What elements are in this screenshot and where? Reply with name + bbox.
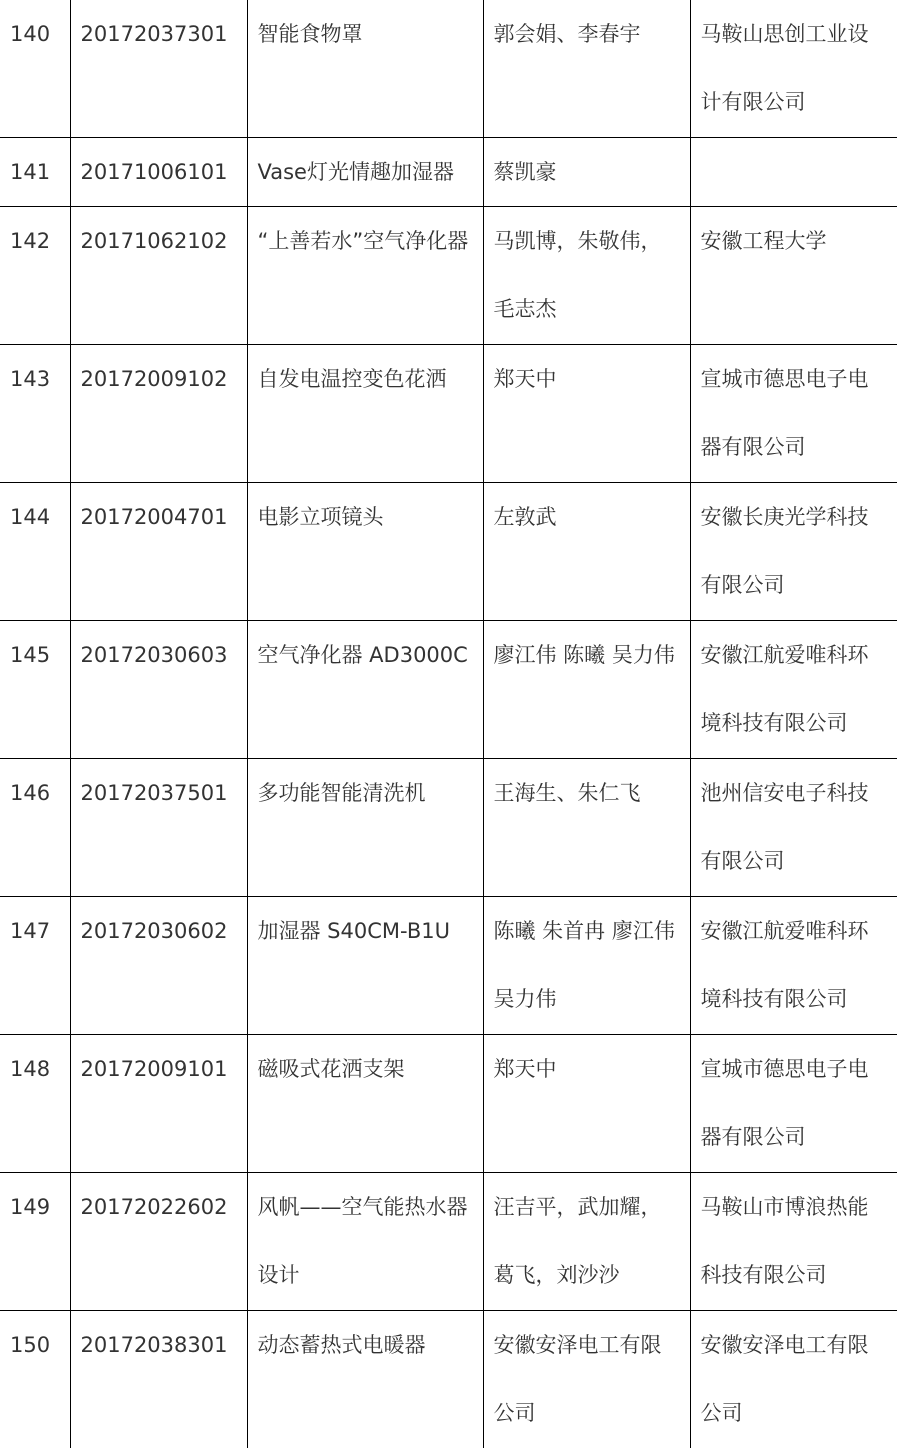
company: 安徽工程大学	[690, 207, 897, 345]
table-row	[0, 897, 897, 1035]
product-name: “上善若水”空气净化器	[247, 207, 483, 345]
company: 安徽安泽电工有限公司	[690, 1311, 897, 1448]
company: 宣城市德思电子电器有限公司	[690, 345, 897, 483]
designers: 蔡凯豪	[483, 138, 690, 207]
entry-id: 20172037301	[70, 0, 247, 138]
designers: 郭会娟、李春宇	[483, 0, 690, 138]
product-name: 空气净化器 AD3000C	[247, 621, 483, 759]
product-name: 智能食物罩	[247, 0, 483, 138]
entry-id: 20172037501	[70, 759, 247, 897]
entry-id: 20172038301	[70, 1311, 247, 1448]
row-number: 140	[0, 0, 70, 138]
product-name: Vase灯光情趣加湿器	[247, 138, 483, 207]
table-row	[0, 1035, 897, 1173]
entry-id: 20172009102	[70, 345, 247, 483]
designers: 郑天中	[483, 345, 690, 483]
product-name: 电影立项镜头	[247, 483, 483, 621]
entry-id: 20172030603	[70, 621, 247, 759]
row-number: 143	[0, 345, 70, 483]
product-name: 风帆——空气能热水器设计	[247, 1173, 483, 1311]
product-name: 磁吸式花洒支架	[247, 1035, 483, 1173]
designers: 左敦武	[483, 483, 690, 621]
product-name: 多功能智能清洗机	[247, 759, 483, 897]
company: 马鞍山市博浪热能科技有限公司	[690, 1173, 897, 1311]
company: 安徽江航爱唯科环境科技有限公司	[690, 897, 897, 1035]
table-row	[0, 138, 897, 207]
product-name: 加湿器 S40CM-B1U	[247, 897, 483, 1035]
company	[690, 138, 897, 207]
designers: 汪吉平，武加耀，葛飞，刘沙沙	[483, 1173, 690, 1311]
entry-id: 20172022602	[70, 1173, 247, 1311]
row-number: 146	[0, 759, 70, 897]
designers: 安徽安泽电工有限公司	[483, 1311, 690, 1448]
company: 安徽江航爱唯科环境科技有限公司	[690, 621, 897, 759]
entry-id: 20172004701	[70, 483, 247, 621]
table-row	[0, 621, 897, 759]
designers: 陈曦 朱首冉 廖江伟吴力伟	[483, 897, 690, 1035]
table-row	[0, 345, 897, 483]
table-row	[0, 483, 897, 621]
product-name: 自发电温控变色花洒	[247, 345, 483, 483]
entry-id: 20171006101	[70, 138, 247, 207]
entry-id: 20172030602	[70, 897, 247, 1035]
designers: 郑天中	[483, 1035, 690, 1173]
entry-id: 20171062102	[70, 207, 247, 345]
designers: 王海生、朱仁飞	[483, 759, 690, 897]
table-row	[0, 0, 897, 138]
row-number: 142	[0, 207, 70, 345]
table-row	[0, 1311, 897, 1448]
company: 宣城市德思电子电器有限公司	[690, 1035, 897, 1173]
table-row	[0, 207, 897, 345]
entry-id: 20172009101	[70, 1035, 247, 1173]
row-number: 150	[0, 1311, 70, 1448]
row-number: 141	[0, 138, 70, 207]
company: 池州信安电子科技有限公司	[690, 759, 897, 897]
row-number: 148	[0, 1035, 70, 1173]
company: 安徽长庚光学科技有限公司	[690, 483, 897, 621]
row-number: 147	[0, 897, 70, 1035]
table-row	[0, 1173, 897, 1311]
designers: 马凯博，朱敬伟，毛志杰	[483, 207, 690, 345]
table-row	[0, 759, 897, 897]
product-name: 动态蓄热式电暖器	[247, 1311, 483, 1448]
company: 马鞍山思创工业设计有限公司	[690, 0, 897, 138]
row-number: 144	[0, 483, 70, 621]
designers: 廖江伟 陈曦 吴力伟	[483, 621, 690, 759]
row-number: 145	[0, 621, 70, 759]
row-number: 149	[0, 1173, 70, 1311]
